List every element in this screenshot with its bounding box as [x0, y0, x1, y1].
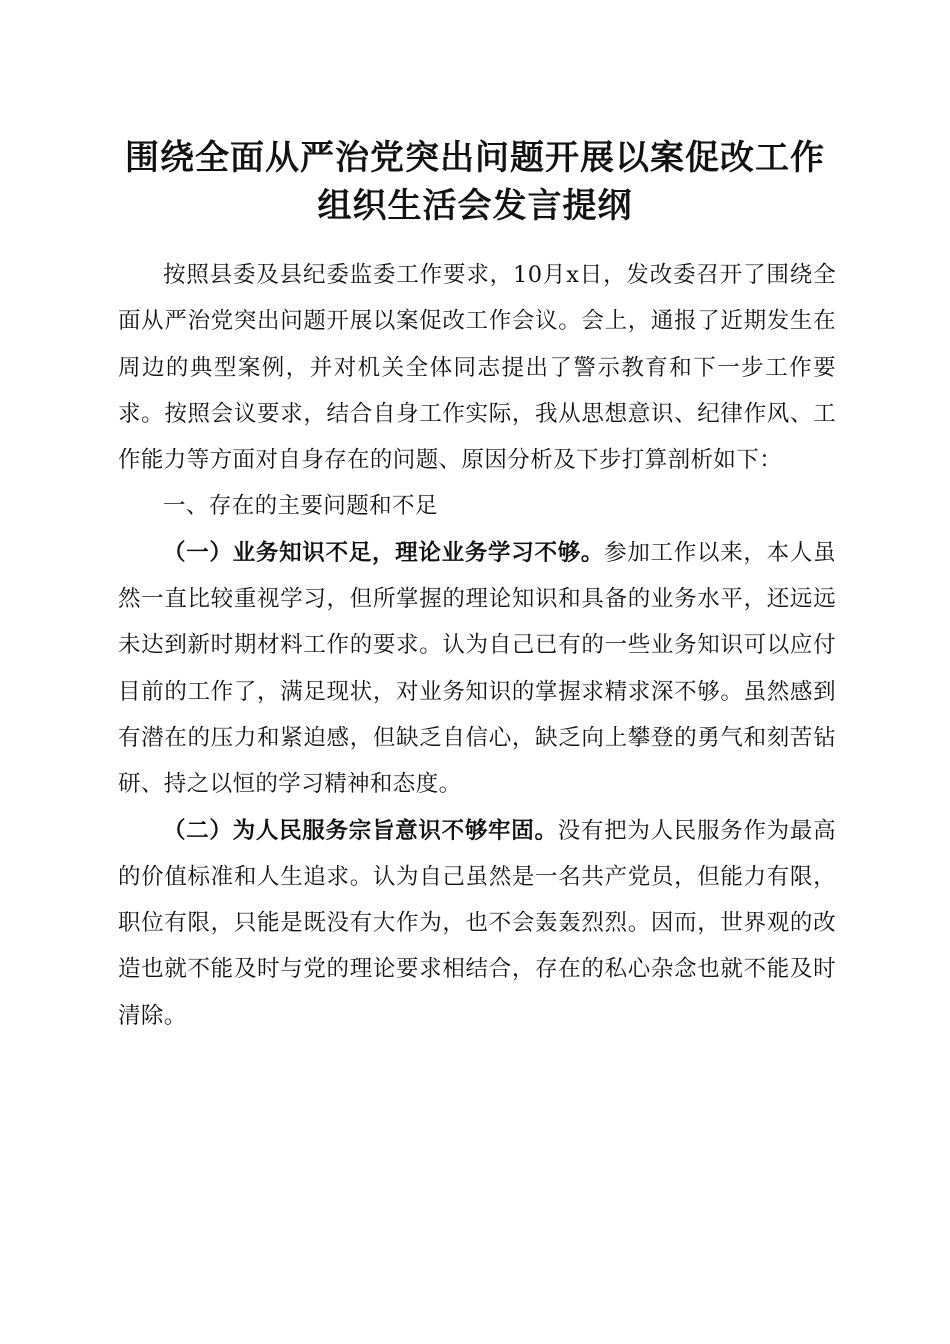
section-heading: 一、存在的主要问题和不足	[163, 493, 438, 520]
item-paragraph-1	[118, 530, 836, 808]
document-title-line-1: 围绕全面从严治党突出问题开展以案促改工作	[125, 138, 825, 178]
item-paragraph-2	[118, 808, 836, 1039]
document-title-line-2: 组织生活会发言提纲	[317, 186, 633, 226]
item-heading-1: （一）业务知识不足，理论业务学习不够。	[163, 539, 605, 566]
intro-paragraph: 按照县委及县纪委监委工作要求，10月x日，发改委召开了围绕全面从严治党突出问题开展以案促改工作会议。会上，通报了近期发生在周边的典型案例，并对机关全体同志提出了警示教育和下一步工作要求。按照会议要求，结合自身工作实际，我从思想意识、纪律作风、工作能力等方面对自身存在的问题、原因分析及下步打算剖析如下：	[118, 262, 836, 474]
item-heading-2: （二）为人民服务宗旨意识不够牢固。	[163, 817, 558, 844]
item-body-2: 没有把为人民服务作为最高的价值标准和人生追求。认为自己虽然是一名共产党员，但能力有限，职位有限，只能是既没有大作为，也不会轰轰烈烈。因而，世界观的改造也就不能及时与党的理论要求相结合，存在的私心杂念也就不能及时清除。	[118, 817, 836, 1029]
item-body-1: 参加工作以来，本人虽然一直比较重视学习，但所掌握的理论知识和具备的业务水平，还远远未达到新时期材料工作的要求。认为自己已有的一些业务知识可以应付目前的工作了，满足现状，对业务知识的掌握求精求深不够。虽然感到有潜在的压力和紧迫感，但缺乏自信心，缺乏向上攀登的勇气和刻苦钻研、持之以恒的学习精神和态度。	[118, 539, 836, 798]
document-body	[118, 252, 836, 1039]
